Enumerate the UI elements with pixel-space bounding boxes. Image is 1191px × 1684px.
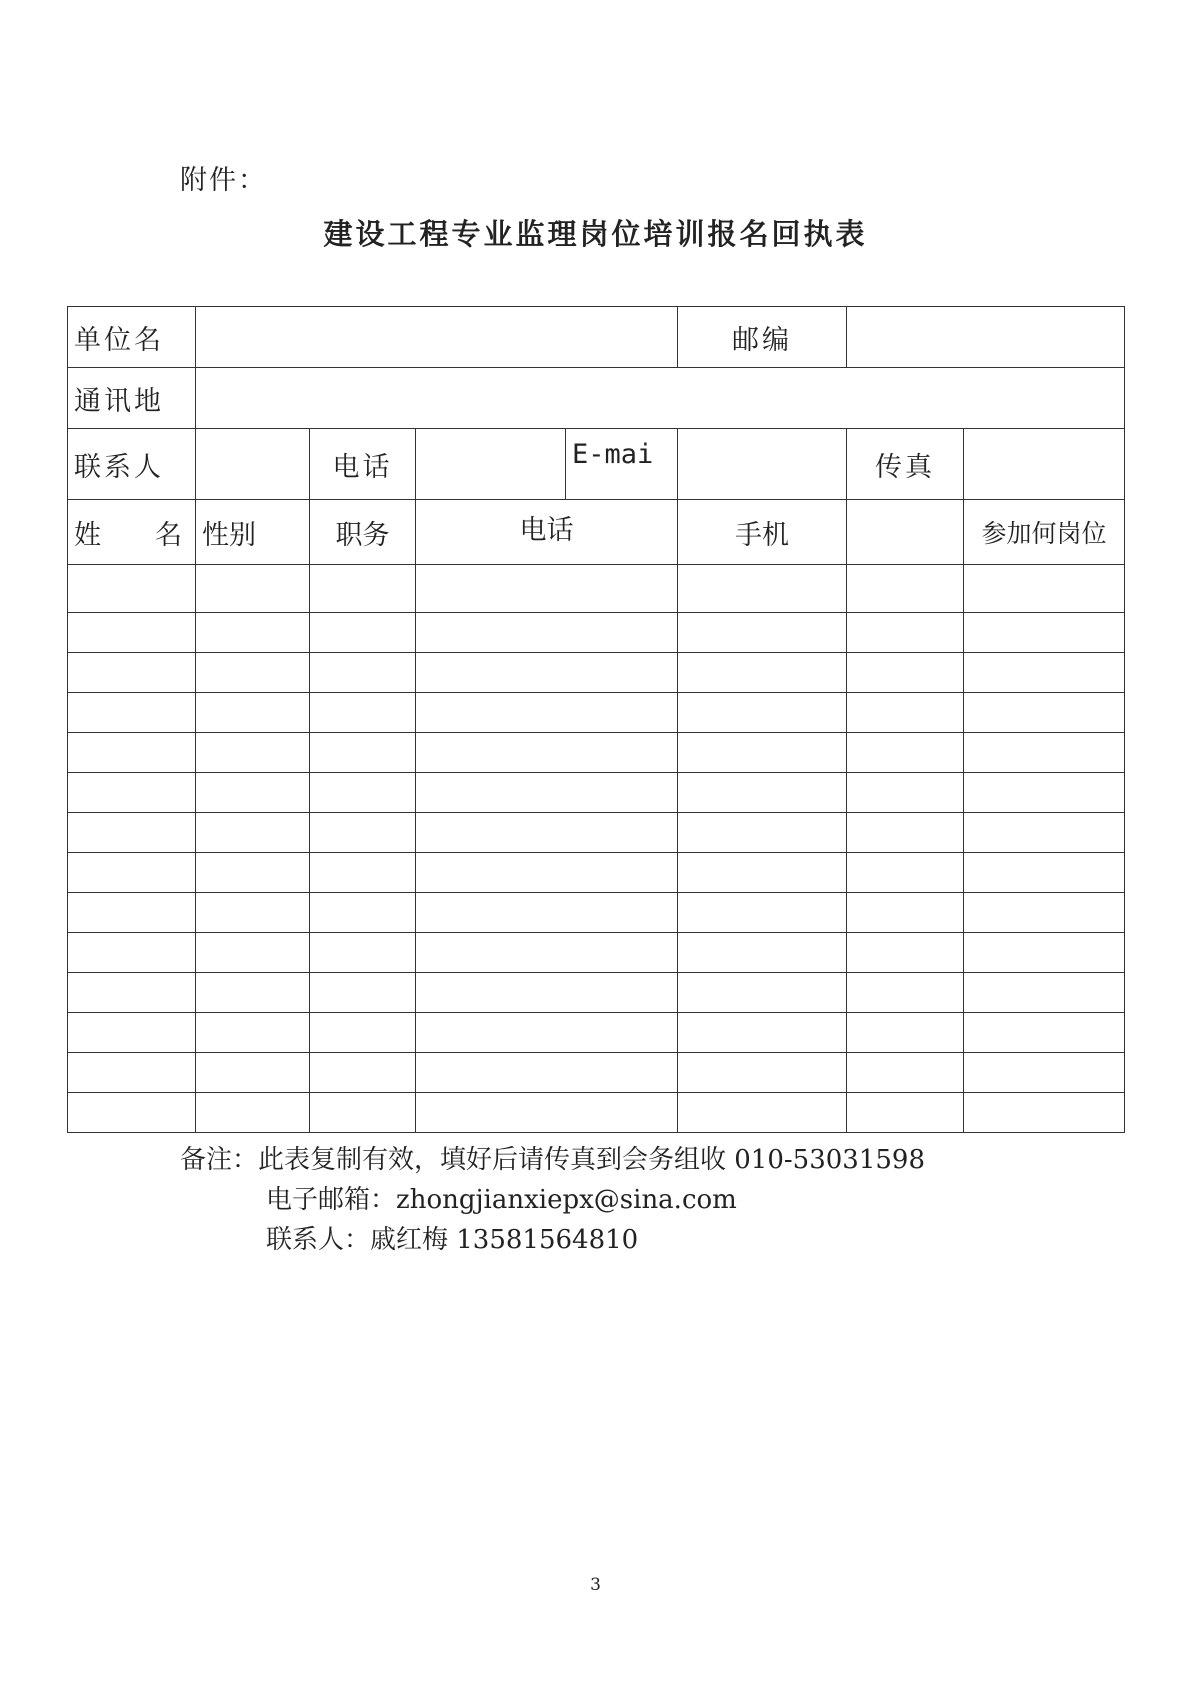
fax-field[interactable] [964, 429, 1125, 500]
table-cell[interactable] [416, 973, 678, 1013]
table-cell[interactable] [678, 613, 847, 653]
table-cell[interactable] [196, 565, 310, 613]
col-mobile-header: 手机 [678, 500, 847, 565]
phone-field[interactable] [416, 429, 566, 500]
table-cell[interactable] [847, 1053, 964, 1093]
table-cell[interactable] [416, 613, 678, 653]
table-cell[interactable] [68, 613, 196, 653]
table-cell[interactable] [310, 565, 416, 613]
table-cell[interactable] [310, 733, 416, 773]
table-row [68, 813, 1125, 853]
table-cell[interactable] [847, 1013, 964, 1053]
col-position-header: 职务 [310, 500, 416, 565]
table-cell[interactable] [310, 1013, 416, 1053]
table-cell[interactable] [678, 693, 847, 733]
notes-section [180, 1140, 925, 1260]
table-row [68, 1093, 1125, 1133]
table-cell[interactable] [847, 1093, 964, 1133]
table-cell[interactable] [310, 933, 416, 973]
unit-name-field[interactable] [196, 307, 678, 368]
table-cell[interactable] [964, 1053, 1125, 1093]
table-cell[interactable] [847, 973, 964, 1013]
table-row [68, 853, 1125, 893]
table-cell[interactable] [416, 653, 678, 693]
table-cell[interactable] [847, 853, 964, 893]
table-cell[interactable] [310, 653, 416, 693]
table-row [68, 565, 1125, 613]
address-label: 通讯地 [68, 368, 196, 429]
table-cell[interactable] [68, 933, 196, 973]
table-cell[interactable] [416, 733, 678, 773]
table-cell[interactable] [68, 1013, 196, 1053]
table-cell[interactable] [964, 773, 1125, 813]
col-name-header: 姓 名 [68, 500, 196, 565]
notes-line-fax: 备注：此表复制有效，填好后请传真到会务组收 010-53031598 [180, 1145, 926, 1175]
table-cell[interactable] [416, 565, 678, 613]
table-cell[interactable] [68, 653, 196, 693]
table-cell[interactable] [847, 693, 964, 733]
table-cell[interactable] [964, 613, 1125, 653]
table-cell[interactable] [196, 613, 310, 653]
table-cell[interactable] [964, 733, 1125, 773]
table-row [68, 653, 1125, 693]
table-cell[interactable] [310, 973, 416, 1013]
table-row [68, 1013, 1125, 1053]
table-cell[interactable] [196, 853, 310, 893]
table-row [68, 773, 1125, 813]
fax-label: 传真 [847, 429, 964, 500]
contact-row [68, 429, 1125, 500]
address-field[interactable] [196, 368, 1125, 429]
contact-label: 联系人 [68, 429, 196, 500]
table-cell[interactable] [678, 813, 847, 853]
table-cell[interactable] [310, 1093, 416, 1133]
page-number: 3 [590, 1575, 601, 1595]
table-cell[interactable] [68, 893, 196, 933]
table-cell[interactable] [310, 773, 416, 813]
table-cell[interactable] [196, 1093, 310, 1133]
table-cell[interactable] [964, 813, 1125, 853]
table-cell[interactable] [678, 565, 847, 613]
table-cell[interactable] [416, 773, 678, 813]
table-cell[interactable] [964, 1093, 1125, 1133]
table-cell[interactable] [310, 813, 416, 853]
postcode-label: 邮编 [678, 307, 847, 368]
table-row [68, 733, 1125, 773]
table-cell[interactable] [847, 813, 964, 853]
table-cell[interactable] [196, 693, 310, 733]
email-label: E-mai [566, 429, 678, 500]
registration-form-table [67, 306, 1125, 1133]
table-cell[interactable] [964, 693, 1125, 733]
table-cell[interactable] [196, 773, 310, 813]
table-cell[interactable] [678, 933, 847, 973]
col-gender-header: 性别 [196, 500, 310, 565]
table-cell[interactable] [68, 1093, 196, 1133]
table-cell[interactable] [68, 693, 196, 733]
table-cell[interactable] [847, 773, 964, 813]
table-cell[interactable] [678, 1053, 847, 1093]
table-cell[interactable] [678, 653, 847, 693]
table-cell[interactable] [68, 973, 196, 1013]
table-cell[interactable] [68, 773, 196, 813]
email-field[interactable] [678, 429, 847, 500]
table-cell[interactable] [416, 813, 678, 853]
unit-name-label: 单位名 [68, 307, 196, 368]
col-blank-header [847, 500, 964, 565]
table-cell[interactable] [678, 733, 847, 773]
notes-line-contact: 联系人：戚红梅 13581564810 [266, 1225, 639, 1255]
table-cell[interactable] [678, 853, 847, 893]
table-cell[interactable] [416, 1053, 678, 1093]
table-cell[interactable] [68, 565, 196, 613]
table-cell[interactable] [847, 565, 964, 613]
column-header-row [68, 500, 1125, 565]
table-cell[interactable] [678, 973, 847, 1013]
table-cell[interactable] [678, 773, 847, 813]
table-cell[interactable] [310, 693, 416, 733]
table-cell[interactable] [68, 853, 196, 893]
table-cell[interactable] [196, 933, 310, 973]
table-row [68, 1053, 1125, 1093]
table-cell[interactable] [964, 893, 1125, 933]
table-cell[interactable] [678, 1093, 847, 1133]
table-cell[interactable] [416, 1013, 678, 1053]
table-cell[interactable] [310, 1053, 416, 1093]
table-cell[interactable] [847, 933, 964, 973]
phone-label: 电话 [310, 429, 416, 500]
table-cell[interactable] [416, 853, 678, 893]
table-row [68, 613, 1125, 653]
table-cell[interactable] [964, 1013, 1125, 1053]
unit-name-row [68, 307, 1125, 368]
table-cell[interactable] [964, 565, 1125, 613]
table-cell[interactable] [310, 613, 416, 653]
table-row [68, 973, 1125, 1013]
page-title: 建设工程专业监理岗位培训报名回执表 [323, 217, 868, 251]
table-cell[interactable] [68, 813, 196, 853]
table-cell[interactable] [964, 933, 1125, 973]
table-cell[interactable] [196, 893, 310, 933]
table-cell[interactable] [68, 733, 196, 773]
table-cell[interactable] [310, 893, 416, 933]
table-cell[interactable] [196, 1053, 310, 1093]
table-cell[interactable] [416, 1093, 678, 1133]
postcode-field[interactable] [847, 307, 1125, 368]
table-cell[interactable] [847, 613, 964, 653]
address-row [68, 368, 1125, 429]
col-phone-header: 电话 [416, 500, 678, 565]
table-cell[interactable] [964, 973, 1125, 1013]
table-cell[interactable] [678, 893, 847, 933]
table-row [68, 893, 1125, 933]
table-cell[interactable] [196, 733, 310, 773]
table-cell[interactable] [196, 653, 310, 693]
attachment-label: 附件： [180, 165, 267, 196]
contact-field[interactable] [196, 429, 310, 500]
table-cell[interactable] [964, 853, 1125, 893]
table-cell[interactable] [416, 933, 678, 973]
table-cell[interactable] [847, 653, 964, 693]
table-cell[interactable] [847, 733, 964, 773]
table-cell[interactable] [678, 1013, 847, 1053]
table-cell[interactable] [416, 893, 678, 933]
table-cell[interactable] [310, 853, 416, 893]
table-cell[interactable] [196, 813, 310, 853]
table-cell[interactable] [964, 653, 1125, 693]
col-post-header: 参加何岗位 [964, 500, 1125, 565]
table-cell[interactable] [68, 1053, 196, 1093]
notes-line-email: 电子邮箱：zhongjianxiepx@sina.com [266, 1185, 737, 1215]
table-cell[interactable] [847, 893, 964, 933]
table-cell[interactable] [416, 693, 678, 733]
table-cell[interactable] [196, 1013, 310, 1053]
table-cell[interactable] [196, 973, 310, 1013]
table-row [68, 933, 1125, 973]
table-row [68, 693, 1125, 733]
